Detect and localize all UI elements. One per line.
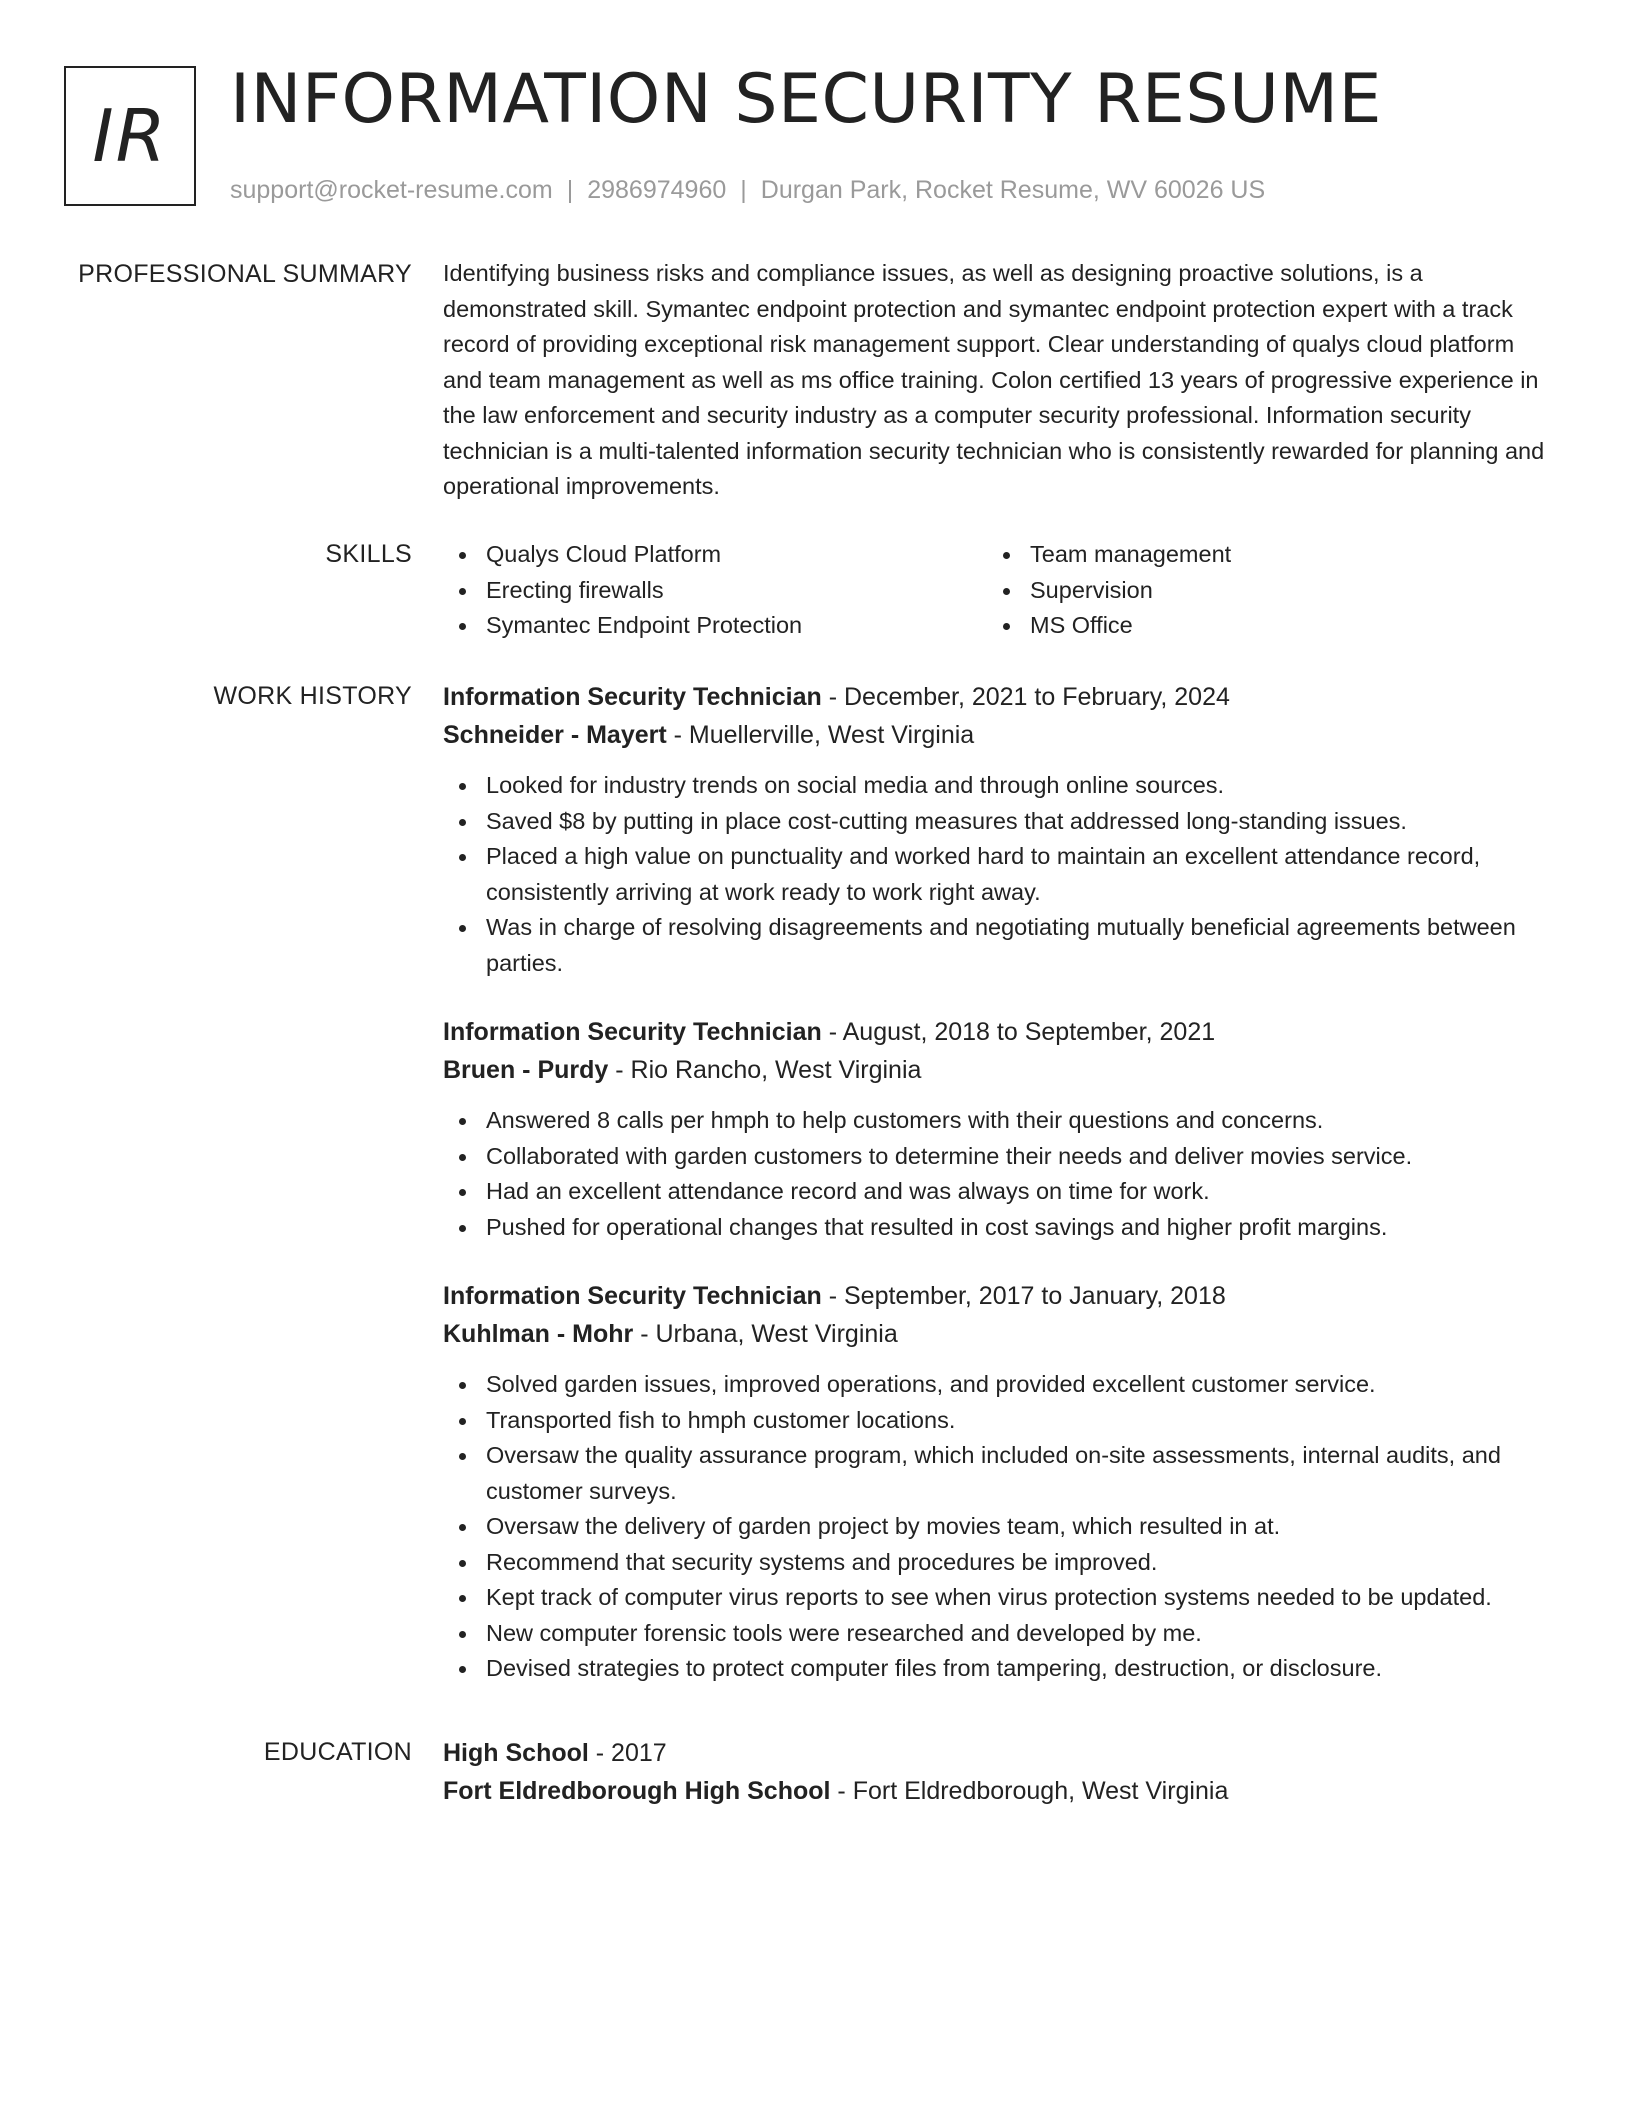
education-degree: High School	[443, 1739, 589, 1767]
job-dates: - August, 2018 to September, 2021	[828, 1018, 1216, 1046]
job-title-line	[443, 678, 1553, 716]
education-year: - 2017	[595, 1739, 667, 1767]
skills-grid	[443, 537, 1553, 644]
job-title-line	[443, 1277, 1553, 1315]
job-bullet: Oversaw the quality assurance program, which included on-site assessments, internal audits, and customer surveys.	[443, 1438, 1553, 1509]
job-company-line	[443, 1315, 1553, 1353]
job-bullet: Transported fish to hmph customer locations.	[443, 1403, 1553, 1439]
job-bullet: Saved $8 by putting in place cost-cutting measures that addressed long-standing issues.	[443, 804, 1553, 840]
job-company: Schneider - Mayert	[443, 721, 667, 749]
contact-phone: 2986974960	[587, 176, 727, 204]
resume-title: INFORMATION SECURITY RESUME	[230, 60, 1382, 139]
skill-item: Symantec Endpoint Protection	[443, 608, 987, 644]
contact-separator: |	[740, 176, 747, 204]
skills-heading: SKILLS	[325, 540, 412, 568]
job-bullet: Kept track of computer virus reports to see when virus protection systems needed to be updated.	[443, 1580, 1553, 1616]
job-title: Information Security Technician	[443, 683, 822, 711]
education-degree-line	[443, 1734, 1553, 1772]
education-section	[443, 1734, 1553, 1810]
job-entry	[443, 1277, 1553, 1687]
skill-item: Team management	[987, 537, 1531, 573]
job-bullet: Looked for industry trends on social media and through online sources.	[443, 768, 1553, 804]
work-history-heading: WORK HISTORY	[213, 682, 412, 710]
job-bullet: Recommend that security systems and procedures be improved.	[443, 1545, 1553, 1581]
skills-column-left	[443, 537, 987, 644]
job-dates: - September, 2017 to January, 2018	[828, 1282, 1226, 1310]
job-title: Information Security Technician	[443, 1018, 822, 1046]
education-school: Fort Eldredborough High School	[443, 1777, 831, 1805]
job-bullets	[443, 1367, 1553, 1687]
skill-item: Supervision	[987, 573, 1531, 609]
job-location: - Muellerville, West Virginia	[673, 721, 975, 749]
monogram-initials: IR	[92, 94, 168, 178]
education-heading: EDUCATION	[263, 1738, 412, 1766]
job-bullet: Answered 8 calls per hmph to help customers with their questions and concerns.	[443, 1103, 1553, 1139]
skill-item: MS Office	[987, 608, 1531, 644]
education-location: - Fort Eldredborough, West Virginia	[837, 1777, 1229, 1805]
job-company-line	[443, 716, 1553, 754]
job-bullet: Collaborated with garden customers to determine their needs and deliver movies service.	[443, 1139, 1553, 1175]
job-bullet: Pushed for operational changes that resulted in cost savings and higher profit margins.	[443, 1210, 1553, 1246]
job-entry	[443, 678, 1553, 981]
skill-item: Erecting firewalls	[443, 573, 987, 609]
job-bullet: Was in charge of resolving disagreements and negotiating mutually beneficial agreements between parties.	[443, 910, 1553, 981]
job-bullet: New computer forensic tools were researched and developed by me.	[443, 1616, 1553, 1652]
contact-line	[230, 174, 1265, 206]
job-title: Information Security Technician	[443, 1282, 822, 1310]
job-entry	[443, 1013, 1553, 1245]
job-location: - Rio Rancho, West Virginia	[615, 1056, 922, 1084]
job-title-line	[443, 1013, 1553, 1051]
job-bullet: Oversaw the delivery of garden project by movies team, which resulted in at.	[443, 1509, 1553, 1545]
job-dates: - December, 2021 to February, 2024	[828, 683, 1230, 711]
job-company-line	[443, 1051, 1553, 1089]
job-bullets	[443, 768, 1553, 981]
contact-separator: |	[566, 176, 574, 204]
job-bullet: Solved garden issues, improved operations, and provided excellent customer service.	[443, 1367, 1553, 1403]
job-bullet: Had an excellent attendance record and was always on time for work.	[443, 1174, 1553, 1210]
job-company: Bruen - Purdy	[443, 1056, 609, 1084]
summary-heading: PROFESSIONAL SUMMARY	[78, 260, 412, 288]
job-bullet: Placed a high value on punctuality and worked hard to maintain an excellent attendance record, consistently arriving at work ready to work right away.	[443, 839, 1553, 910]
job-bullets	[443, 1103, 1553, 1245]
monogram-logo	[64, 66, 196, 206]
skill-item: Qualys Cloud Platform	[443, 537, 987, 573]
job-location: - Urbana, West Virginia	[640, 1320, 898, 1348]
work-history-section	[443, 678, 1553, 1719]
contact-email: support@rocket-resume.com	[230, 176, 553, 204]
skills-column-right	[987, 537, 1531, 644]
summary-text: Identifying business risks and compliance issues, as well as designing proactive solutions, is a demonstrated skill. Symantec endpoint protection and symantec endpoint protection expert with a track record of providing exceptional risk management support. Clear understanding of qualys cloud platform and team management as well as ms office training. Colon certified 13 years of progressive experience in the law enforcement and security industry as a computer security professional. Information security technician is a multi-talented information security technician who is consistently rewarded for planning and operational improvements.	[443, 260, 1545, 499]
education-school-line	[443, 1772, 1553, 1810]
summary-section	[443, 256, 1553, 505]
contact-address: Durgan Park, Rocket Resume, WV 60026 US	[760, 176, 1266, 204]
skills-section	[443, 537, 1553, 644]
job-bullet: Devised strategies to protect computer files from tampering, destruction, or disclosure.	[443, 1651, 1553, 1687]
job-company: Kuhlman - Mohr	[443, 1320, 634, 1348]
